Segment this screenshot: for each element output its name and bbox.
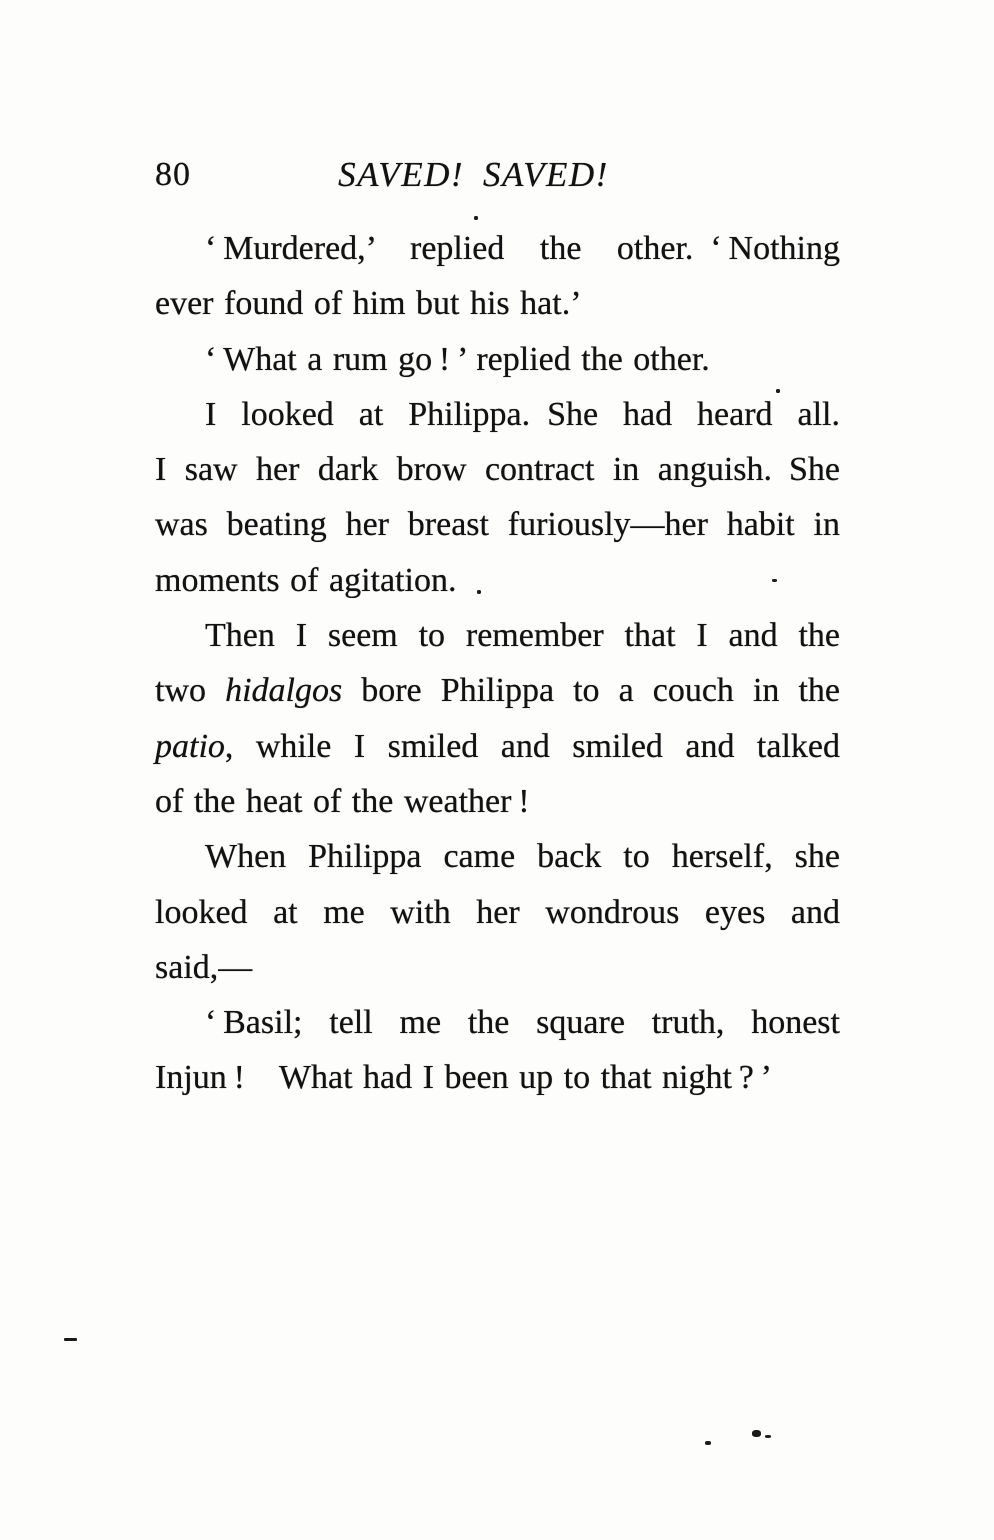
- scan-speck: [477, 590, 481, 594]
- italic-text: patio: [155, 727, 225, 765]
- scan-speck: [474, 216, 478, 220]
- text-line: [155, 829, 840, 884]
- scan-speck: [64, 1338, 77, 1341]
- text-line: [155, 553, 840, 608]
- text-segment: I looked at Philippa. She had heard all.: [205, 395, 840, 433]
- paragraph: [155, 608, 840, 829]
- text-line: [155, 995, 840, 1050]
- scan-speck: [752, 1430, 761, 1437]
- text-segment: Then I seem to remember that I and the: [205, 617, 840, 655]
- text-line: [155, 940, 840, 995]
- text-segment: ‘ Murdered,’ replied the other. ‘ Nothing: [205, 230, 840, 267]
- text-segment: , while I smiled and smiled and talked: [224, 727, 840, 765]
- text-line: [155, 663, 840, 718]
- text-line: [155, 276, 840, 331]
- italic-text: hidalgos: [225, 672, 343, 710]
- paragraph: [155, 332, 840, 387]
- paragraph: [155, 829, 840, 995]
- text-segment: ‘ What a rum go ! ’ replied the other.: [205, 340, 710, 378]
- paragraph: [155, 995, 840, 1106]
- text-line: [155, 497, 840, 552]
- text-segment: looked at me with her wondrous eyes and: [155, 893, 840, 931]
- text-segment: said,—: [155, 948, 253, 986]
- text-segment: two: [155, 672, 226, 710]
- paragraph: [155, 221, 840, 332]
- text-line: [155, 774, 840, 829]
- text-line: [155, 221, 840, 276]
- text-line: [155, 442, 840, 497]
- text-line: [155, 387, 840, 442]
- text-segment: was beating her breast furiously—her habit in: [155, 506, 840, 544]
- text-line: [155, 1050, 840, 1105]
- running-title: SAVED! SAVED!: [338, 155, 609, 194]
- page-number: 80: [155, 156, 191, 193]
- text-segment: ‘ Basil; tell me the square truth, honest: [205, 1004, 840, 1042]
- scan-speck: [772, 579, 777, 582]
- text-line: [155, 719, 840, 774]
- paragraph: [155, 387, 840, 608]
- text-line: [155, 885, 840, 940]
- text-line: [155, 608, 840, 663]
- text-segment: I saw her dark brow contract in anguish. She: [155, 451, 840, 489]
- text-segment: moments of agitation.: [155, 561, 457, 599]
- scan-speck: [765, 1435, 771, 1438]
- running-header: [155, 155, 840, 197]
- text-segment: bore Philippa to a couch in the: [342, 672, 840, 710]
- text-segment: When Philippa came back to herself, she: [205, 838, 840, 876]
- text-line: [155, 332, 840, 387]
- text-segment: Injun ! What had I been up to that night ? ’: [155, 1059, 772, 1097]
- scan-speck: [705, 1441, 711, 1445]
- scan-speck: [776, 389, 780, 393]
- paragraphs: [155, 221, 840, 1106]
- text-segment: of the heat of the weather !: [155, 782, 530, 820]
- text-segment: ever found of him but his hat.’: [155, 285, 582, 323]
